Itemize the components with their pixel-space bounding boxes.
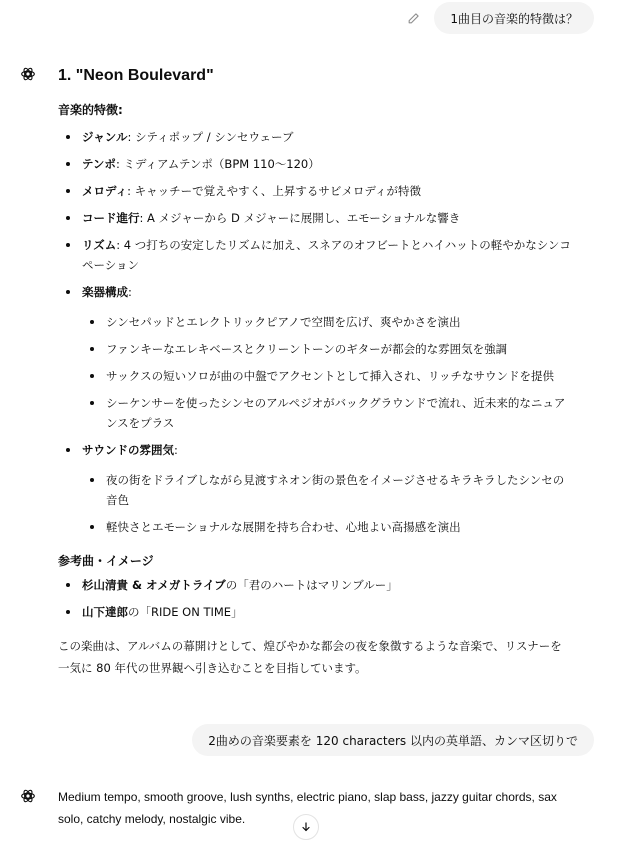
- feature-tempo: テンポ: ミディアムテンポ（BPM 110〜120）: [58, 154, 598, 174]
- scroll-down-button[interactable]: [293, 814, 319, 840]
- feature-rhythm: リズム: 4 つ打ちの安定したリズムに加え、スネアのオフビートとハイハットの軽やかなシンコ ペーション: [58, 235, 598, 275]
- response-title: 1. "Neon Boulevard": [58, 67, 214, 84]
- openai-logo-icon: [20, 788, 36, 804]
- assistant-response-1: [58, 66, 598, 679]
- user-message-bubble: 1曲目の音楽的特徴は？: [434, 2, 594, 34]
- instrument-item: サックスの短いソロが曲の中盤でアクセントとして挿入され、リッチなサウンドを提供: [58, 366, 598, 386]
- response-text: Medium tempo, smooth groove, lush synths, electric piano, slap bass, jazzy guitar chords, sax solo, catchy melody, nostalgic vibe.: [58, 790, 557, 826]
- atmosphere-item: 軽快さとエモーショナルな展開を持ち合わせ、心地よい高揚感を演出: [58, 517, 598, 537]
- atmosphere-sublist: [58, 470, 598, 537]
- arrow-down-icon: [300, 821, 312, 833]
- features-list: [58, 127, 598, 537]
- pencil-icon[interactable]: [406, 11, 420, 25]
- atmosphere-item: 夜の街をドライブしながら見渡すネオン街の景色をイメージさせるキラキラしたシンセの 音色: [58, 470, 598, 510]
- feature-genre: ジャンル: シティポップ / シンセウェーブ: [58, 127, 598, 147]
- reference-item: 杉山清貴 & オメガトライブの「君のハートはマリンブルー」: [58, 575, 598, 595]
- assistant-response-2: [58, 786, 598, 830]
- section-heading-references: 参考曲・イメージ: [58, 554, 154, 568]
- instrument-item: シンセパッドとエレクトリックピアノで空間を広げ、爽やかさを演出: [58, 312, 598, 332]
- user-message-bubble: 2曲めの音楽要素を 120 characters 以内の英単語、カンマ区切りで: [192, 724, 594, 756]
- user-message-row-2: [192, 724, 594, 756]
- section-heading-features: 音楽的特徴:: [58, 103, 123, 117]
- feature-melody: メロディ: キャッチーで覚えやすく、上昇するサビメロディが特徴: [58, 181, 598, 201]
- openai-logo-icon: [20, 66, 36, 82]
- response-summary: この楽曲は、アルバムの幕開けとして、煌びやかな都会の夜を象徴するような音楽で、リスナーを 一気に 80 年代の世界観へ引き込むことを目指しています。: [58, 639, 562, 675]
- reference-item: 山下達郎の「RIDE ON TIME」: [58, 602, 598, 622]
- user-message-row-1: [406, 2, 594, 34]
- references-list: [58, 575, 598, 622]
- feature-instruments: 楽器構成: シンセパッドとエレクトリックピアノで空間を広げ、爽やかさを演出 ファンキーなエレキベースとクリーントーンのギターが都会的な雰囲気を強調 サックスの短いソロが曲の中盤でアクセントとして挿入され、リッチなサウンドを提供 シーケンサーを使ったシンセのアルペジオがバックグラウンドで流れ、近未来的なニュア ンスをプラス: [58, 282, 598, 433]
- feature-chords: コード進行: A メジャーから D メジャーに展開し、エモーショナルな響き: [58, 208, 598, 228]
- feature-atmosphere: サウンドの雰囲気: 夜の街をドライブしながら見渡すネオン街の景色をイメージさせるキラキラしたシンセの 音色 軽快さとエモーショナルな展開を持ち合わせ、心地よい高揚感を演出: [58, 440, 598, 537]
- instrument-item: ファンキーなエレキベースとクリーントーンのギターが都会的な雰囲気を強調: [58, 339, 598, 359]
- instrument-item: シーケンサーを使ったシンセのアルペジオがバックグラウンドで流れ、近未来的なニュア ンスをプラス: [58, 393, 598, 433]
- instruments-sublist: [58, 312, 598, 433]
